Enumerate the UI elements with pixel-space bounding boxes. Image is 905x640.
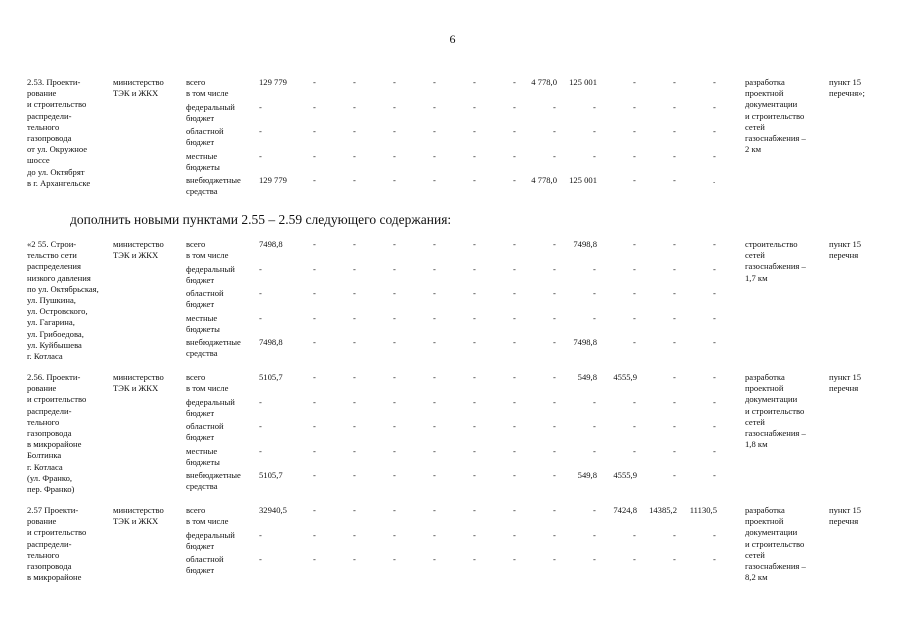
year-value: - [393, 372, 396, 382]
link-to-list: пункт 15 перечня [829, 239, 862, 261]
year-value: - [553, 239, 556, 249]
year-value: - [593, 554, 596, 564]
year-value: - [393, 337, 396, 347]
year-value: - [353, 263, 356, 274]
year-value: - [633, 396, 636, 407]
year-value: . [713, 175, 716, 185]
year-value: - [633, 312, 636, 323]
year-value: - [633, 421, 636, 431]
year-value: - [673, 312, 676, 323]
year-value: - [433, 337, 436, 347]
year-value: - [433, 445, 436, 456]
funding-source: областной бюджет [186, 421, 224, 443]
funding-total: - [259, 288, 262, 298]
funding-source: внебюджетные средства [186, 337, 241, 359]
year-value: - [673, 263, 676, 274]
year-value: - [313, 396, 316, 407]
year-value: - [433, 554, 436, 564]
year-value: - [313, 312, 316, 323]
year-value: - [713, 372, 716, 382]
year-value: - [393, 505, 396, 515]
year-value: - [313, 101, 316, 112]
year-value: - [713, 101, 716, 112]
year-value: - [553, 263, 556, 274]
year-value: - [713, 396, 716, 407]
year-value: - [713, 263, 716, 274]
year-value: - [553, 529, 556, 540]
year-value: - [473, 101, 476, 112]
funding-row [0, 313, 905, 337]
year-value: - [473, 396, 476, 407]
year-value: 125 001 [569, 77, 597, 87]
year-value: 11130,5 [689, 505, 717, 515]
funding-row [0, 554, 905, 578]
year-value: - [513, 312, 516, 323]
executor: министерство ТЭК и ЖКХ [113, 505, 164, 527]
measure-name: «2 55. Строи- тельство сети распределения низкого давления по ул. Октябрьская, ул. Пушкина, ул. Островского, ул. Гагарина, ул. Грибоедова, ул. Куйбышева г. Котласа [27, 239, 99, 362]
year-value: - [513, 529, 516, 540]
year-value: - [553, 445, 556, 456]
year-value: - [313, 77, 316, 87]
year-value: - [473, 554, 476, 564]
year-value: - [553, 126, 556, 136]
year-value: - [393, 445, 396, 456]
year-value: - [513, 372, 516, 382]
executor: министерство ТЭК и ЖКХ [113, 372, 164, 394]
year-value: - [313, 372, 316, 382]
year-value: - [593, 396, 596, 407]
year-value: - [473, 150, 476, 161]
year-value: - [433, 312, 436, 323]
year-value: - [313, 288, 316, 298]
year-value: - [513, 396, 516, 407]
year-value: - [313, 175, 316, 185]
year-value: - [673, 77, 676, 87]
year-value: 14385,2 [649, 505, 677, 515]
year-value: - [513, 445, 516, 456]
year-value: - [633, 529, 636, 540]
funding-total: - [259, 445, 262, 456]
year-value: - [593, 126, 596, 136]
year-value: - [553, 150, 556, 161]
year-value: - [473, 263, 476, 274]
year-value: - [353, 288, 356, 298]
year-value: - [513, 150, 516, 161]
expected-result: разработка проектной документации и строительство сетей газоснабжения – 1,8 км [745, 372, 806, 450]
measure-name: 2.56. Проекти- рование и строительство распредели- тельного газопровода в микрорайоне Болтинка г. Котласа (ул. Франко, пер. Франко) [27, 372, 87, 495]
year-value: - [313, 470, 316, 480]
year-value: - [633, 337, 636, 347]
year-value: - [513, 470, 516, 480]
funding-row [0, 264, 905, 288]
year-value: - [673, 337, 676, 347]
year-value: - [313, 337, 316, 347]
year-value: - [673, 529, 676, 540]
year-value: - [313, 421, 316, 431]
year-value: - [473, 288, 476, 298]
funding-source: областной бюджет [186, 288, 224, 310]
year-value: 7424,8 [613, 505, 637, 515]
year-value: - [393, 470, 396, 480]
year-value: - [473, 445, 476, 456]
year-value: - [673, 175, 676, 185]
year-value: - [433, 372, 436, 382]
funding-row [0, 530, 905, 554]
funding-row [0, 126, 905, 150]
year-value: - [433, 239, 436, 249]
year-value: - [353, 372, 356, 382]
year-value: - [593, 150, 596, 161]
year-value: - [353, 421, 356, 431]
year-value: - [313, 239, 316, 249]
year-value: - [393, 312, 396, 323]
year-value: - [433, 529, 436, 540]
funding-source: местные бюджеты [186, 150, 220, 172]
year-value: - [473, 372, 476, 382]
year-value: - [553, 312, 556, 323]
year-value: 4 778,0 [531, 77, 557, 87]
funding-row [0, 470, 905, 494]
year-value: - [353, 175, 356, 185]
funding-row [0, 288, 905, 312]
year-value: - [713, 470, 716, 480]
year-value: - [433, 505, 436, 515]
funding-source: всего в том числе [186, 77, 229, 99]
year-value: - [473, 239, 476, 249]
year-value: - [553, 554, 556, 564]
year-value: - [393, 421, 396, 431]
year-value: - [513, 101, 516, 112]
year-value: - [593, 421, 596, 431]
year-value: - [433, 421, 436, 431]
year-value: - [633, 554, 636, 564]
year-value: - [353, 126, 356, 136]
year-value: - [633, 445, 636, 456]
funding-row [0, 372, 905, 396]
funding-total: - [259, 263, 262, 274]
funding-row [0, 505, 905, 529]
link-to-list: пункт 15 перечня»; [829, 77, 865, 99]
year-value: - [353, 150, 356, 161]
funding-row [0, 77, 905, 101]
year-value: - [313, 126, 316, 136]
year-value: - [393, 239, 396, 249]
year-value: - [353, 470, 356, 480]
year-value: - [393, 77, 396, 87]
year-value: - [513, 77, 516, 87]
year-value: - [433, 288, 436, 298]
funding-total: - [259, 150, 262, 161]
year-value: - [433, 77, 436, 87]
funding-source: областной бюджет [186, 554, 224, 576]
year-value: - [473, 337, 476, 347]
year-value: - [473, 175, 476, 185]
funding-total: 5105,7 [259, 372, 283, 382]
year-value: - [633, 101, 636, 112]
funding-row [0, 446, 905, 470]
year-value: - [633, 150, 636, 161]
funding-source: областной бюджет [186, 126, 224, 148]
year-value: - [553, 505, 556, 515]
year-value: - [673, 421, 676, 431]
year-value: - [513, 288, 516, 298]
funding-source: всего в том числе [186, 239, 229, 261]
year-value: - [513, 175, 516, 185]
year-value: - [393, 554, 396, 564]
year-value: - [353, 239, 356, 249]
year-value: - [473, 312, 476, 323]
year-value: 549,8 [577, 470, 597, 480]
year-value: - [433, 396, 436, 407]
year-value: - [353, 554, 356, 564]
year-value: - [633, 239, 636, 249]
year-value: - [353, 337, 356, 347]
link-to-list: пункт 15 перечня [829, 505, 862, 527]
year-value: - [713, 445, 716, 456]
year-value: - [673, 554, 676, 564]
funding-total: - [259, 101, 262, 112]
year-value: - [353, 101, 356, 112]
measure-name: 2.57 Проекти- рование и строительство распредели- тельного газопровода в микрорайоне [27, 505, 87, 583]
funding-source: всего в том числе [186, 505, 229, 527]
funding-total: 7498,8 [259, 337, 283, 347]
year-value: 549,8 [577, 372, 597, 382]
year-value: - [593, 529, 596, 540]
expected-result: разработка проектной документации и строительство сетей газоснабжения – 8,2 км [745, 505, 806, 583]
year-value: - [713, 288, 716, 298]
year-value: - [473, 77, 476, 87]
funding-total: - [259, 529, 262, 540]
year-value: 4555,9 [613, 470, 637, 480]
year-value: - [393, 175, 396, 185]
year-value: - [353, 445, 356, 456]
year-value: - [313, 445, 316, 456]
expected-result: строительство сетей газоснабжения – 1,7 км [745, 239, 806, 283]
year-value: - [593, 505, 596, 515]
funding-total: 7498,8 [259, 239, 283, 249]
year-value: - [713, 554, 716, 564]
year-value: - [713, 529, 716, 540]
year-value: - [393, 396, 396, 407]
year-value: - [673, 372, 676, 382]
year-value: - [393, 101, 396, 112]
year-value: - [353, 505, 356, 515]
year-value: - [633, 126, 636, 136]
year-value: - [313, 505, 316, 515]
funding-source: внебюджетные средства [186, 175, 241, 197]
funding-total: 32940,5 [259, 505, 287, 515]
year-value: - [513, 505, 516, 515]
year-value: - [393, 150, 396, 161]
year-value: - [633, 288, 636, 298]
funding-total: - [259, 312, 262, 323]
link-to-list: пункт 15 перечня [829, 372, 862, 394]
year-value: - [633, 175, 636, 185]
year-value: - [433, 175, 436, 185]
year-value: - [593, 312, 596, 323]
year-value: - [593, 101, 596, 112]
year-value: - [633, 77, 636, 87]
year-value: - [393, 263, 396, 274]
year-value: - [433, 101, 436, 112]
funding-source: федеральный бюджет [186, 101, 235, 123]
year-value: - [473, 126, 476, 136]
funding-row [0, 421, 905, 445]
year-value: - [473, 505, 476, 515]
year-value: - [513, 263, 516, 274]
year-value: - [713, 239, 716, 249]
year-value: - [593, 445, 596, 456]
funding-source: федеральный бюджет [186, 396, 235, 418]
year-value: - [713, 150, 716, 161]
funding-row [0, 239, 905, 263]
year-value: - [553, 101, 556, 112]
funding-row [0, 175, 905, 199]
section-heading: дополнить новыми пунктами 2.55 – 2.59 следующего содержания: [70, 212, 452, 227]
year-value: - [473, 470, 476, 480]
funding-source: местные бюджеты [186, 445, 220, 467]
year-value: - [473, 421, 476, 431]
funding-source: всего в том числе [186, 372, 229, 394]
year-value: - [513, 554, 516, 564]
funding-source: местные бюджеты [186, 312, 220, 334]
year-value: - [513, 337, 516, 347]
year-value: - [713, 421, 716, 431]
funding-total: 129 779 [259, 175, 287, 185]
year-value: - [713, 126, 716, 136]
year-value: - [513, 239, 516, 249]
year-value: - [353, 396, 356, 407]
year-value: 7498,8 [573, 239, 597, 249]
year-value: - [553, 470, 556, 480]
funding-row [0, 397, 905, 421]
year-value: 4 778,0 [531, 175, 557, 185]
year-value: - [353, 312, 356, 323]
funding-row [0, 102, 905, 126]
year-value: - [353, 77, 356, 87]
funding-total: - [259, 126, 262, 136]
year-value: - [433, 126, 436, 136]
year-value: - [673, 396, 676, 407]
measure-name: 2.53. Проекти- рование и строительство распредели- тельного газопровода от ул. Окружное шоссе до ул. Октябрят в г. Архангельске [27, 77, 91, 188]
year-value: 125 001 [569, 175, 597, 185]
funding-total: 5105,7 [259, 470, 283, 480]
year-value: - [313, 529, 316, 540]
year-value: - [433, 470, 436, 480]
year-value: - [673, 101, 676, 112]
year-value: - [313, 150, 316, 161]
year-value: - [673, 445, 676, 456]
funding-total: - [259, 396, 262, 407]
year-value: - [553, 337, 556, 347]
year-value: - [673, 288, 676, 298]
year-value: - [513, 126, 516, 136]
year-value: - [553, 288, 556, 298]
year-value: - [553, 421, 556, 431]
executor: министерство ТЭК и ЖКХ [113, 77, 164, 99]
funding-total: 129 779 [259, 77, 287, 87]
year-value: - [473, 529, 476, 540]
year-value: - [433, 150, 436, 161]
funding-total: - [259, 421, 262, 431]
funding-source: внебюджетные средства [186, 470, 241, 492]
year-value: 7498,8 [573, 337, 597, 347]
funding-row [0, 151, 905, 175]
year-value: - [513, 421, 516, 431]
year-value: - [713, 77, 716, 87]
year-value: - [553, 396, 556, 407]
year-value: - [713, 312, 716, 323]
funding-source: федеральный бюджет [186, 263, 235, 285]
year-value: - [313, 263, 316, 274]
year-value: - [633, 263, 636, 274]
funding-total: - [259, 554, 262, 564]
year-value: - [353, 529, 356, 540]
year-value: - [393, 529, 396, 540]
year-value: - [313, 554, 316, 564]
year-value: - [393, 126, 396, 136]
executor: министерство ТЭК и ЖКХ [113, 239, 164, 261]
expected-result: разработка проектной документации и строительство сетей газоснабжения – 2 км [745, 77, 806, 155]
year-value: - [393, 288, 396, 298]
year-value: - [553, 372, 556, 382]
year-value: - [673, 150, 676, 161]
year-value: - [673, 126, 676, 136]
funding-source: федеральный бюджет [186, 529, 235, 551]
year-value: - [433, 263, 436, 274]
year-value: - [673, 470, 676, 480]
year-value: - [593, 288, 596, 298]
year-value: - [713, 337, 716, 347]
funding-row [0, 337, 905, 361]
year-value: - [593, 263, 596, 274]
page-number: 6 [449, 32, 456, 46]
year-value: 4555,9 [613, 372, 637, 382]
year-value: - [673, 239, 676, 249]
